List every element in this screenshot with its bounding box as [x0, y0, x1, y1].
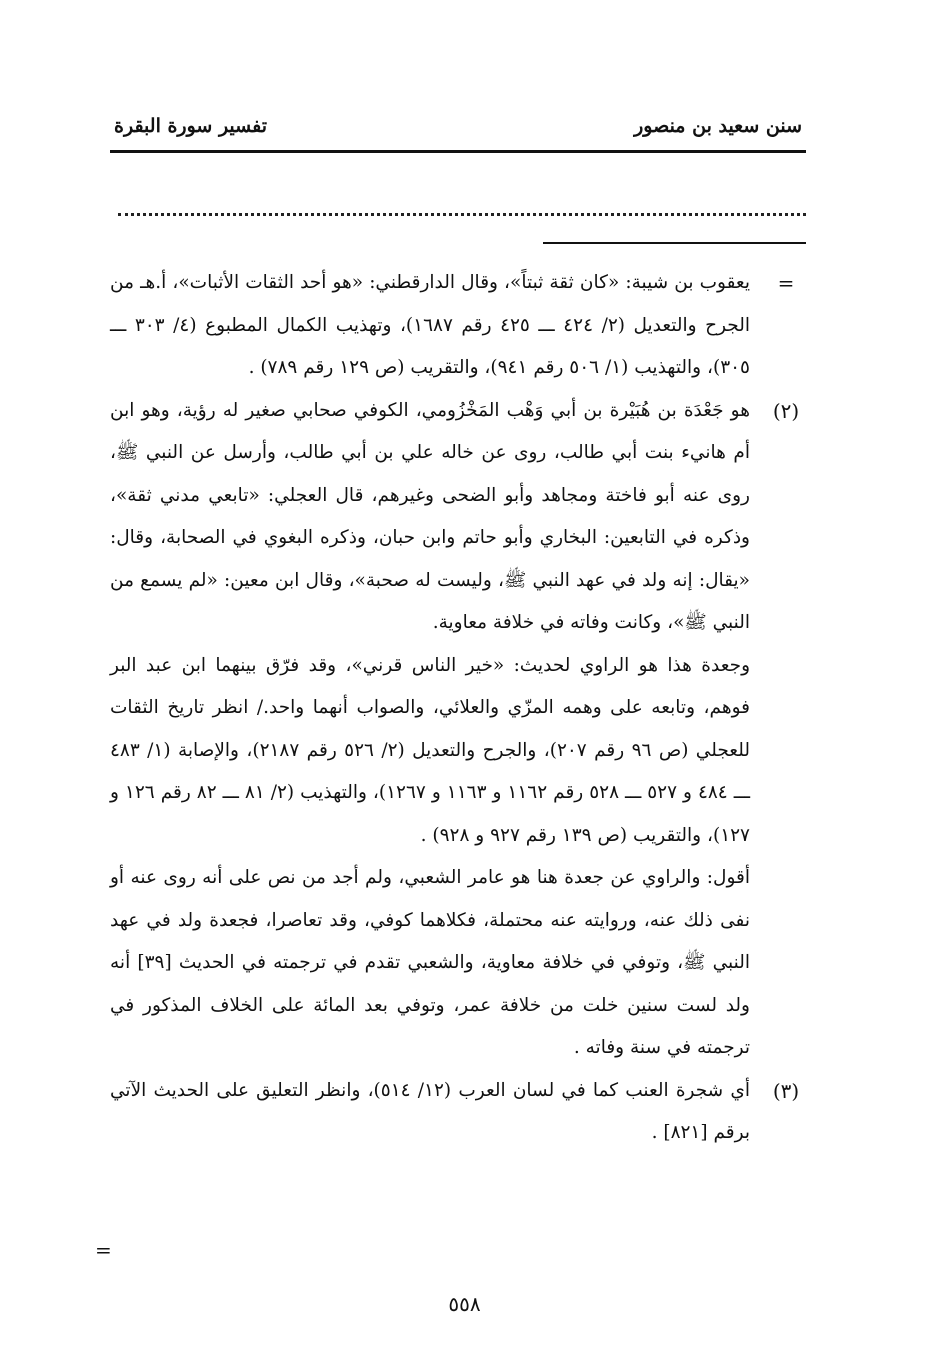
footnote-rule	[543, 242, 806, 244]
footnote-3	[110, 1070, 810, 1155]
footnote-paragraph: أي شجرة العنب كما في لسان العرب (١٢/ ٥١٤)، وانظر التعليق على الحديث الآتي برقم [٨٢١] .	[110, 1079, 750, 1143]
footnote-paragraph: أقول: والراوي عن جعدة هنا هو عامر الشعبي، ولم أجد من نص على أنه روى عنه أو نفى ذلك عنه، وروايته عنه محتملة، فكلاهما كوفي، وقد تعاصرا، فجعدة ولد في عهد النبي ﷺ، وتوفي في خلافة معاوية، والشعبي تقدم في ترجمته في الحديث [٣٩] أنه ولد لست سنين خلت من خلافة عمر، وتوفي بعد المائة على الخلاف المذكور في ترجمته في سنة وفاته .	[110, 867, 750, 1058]
footnote-body	[110, 390, 750, 1070]
footnote-paragraph: وجعدة هذا هو الراوي لحديث: «خير الناس قرني»، وقد فرّق بينهما ابن عبد البر فوهم، وتابعه على وهمه المزّي والعلائي، والصواب أنهما واحد./ انظر تاريخ الثقات للعجلي (ص ٩٦ رقم ٢٠٧)، والجرح والتعديل (٢/ ٥٢٦ رقم ٢١٨٧)، والإصابة (١/ ٤٨٣ ـــ ٤٨٤ و ٥٢٧ ـــ ٥٢٨ رقم ١١٦٢ و ١١٦٣ و ١٢٦٧)، والتهذيب (٢/ ٨١ ـــ ٨٢ رقم ١٢٦ و ١٢٧)، والتقريب (ص ١٣٩ رقم ٩٢٧ و ٩٢٨) .	[110, 654, 750, 846]
footnote-paragraph: هو جَعْدَة بن هُبَيْرة بن أبي وَهْب المَخْزُومي، الكوفي صحابي صغير له رؤية، وهو ابن أم هانيء بنت أبي طالب، روى عن خاله علي بن أبي طالب، وأرسل عن النبي ﷺ، روى عنه أبو فاختة ومجاهد وأبو الضحى وغيرهم، قال العجلي: «تابعي مدني ثقة»، وذكره في التابعين: البخاري وأبو حاتم وابن حبان، وذكره البغوي في الصحابة، وقال: «يقال: إنه ولد في عهد النبي ﷺ، وليست له صحبة»، وقال ابن معين: «لم يسمع من النبي ﷺ»، وكانت وفاته في خلافة معاوية.	[110, 399, 750, 633]
footnote-continued	[110, 262, 810, 390]
footnote-body	[110, 262, 750, 390]
footnote-marker: (٢)	[772, 398, 800, 423]
running-header-section-title: تفسير سورة البقرة	[114, 115, 268, 137]
page-number: ٥٥٨	[448, 1292, 481, 1316]
footnote-body	[110, 1070, 750, 1155]
running-header-book-title: سنن سعيد بن منصور	[634, 115, 802, 137]
continuation-mark: =	[95, 1238, 112, 1262]
header-rule	[110, 150, 806, 153]
footnote-2	[110, 390, 810, 1070]
footnote-marker: (٣)	[772, 1078, 800, 1103]
footnotes	[110, 262, 810, 1155]
footnote-marker: =	[777, 271, 795, 295]
dotted-separator	[118, 203, 806, 216]
footnote-paragraph: يعقوب بن شيبة: «كان ثقة ثبتاً»، وقال الدارقطني: «هو أحد الثقات الأثبات»، أ.هـ من الجرح والتعديل (٢/ ٤٢٤ ـــ ٤٢٥ رقم ١٦٨٧)، وتهذيب الكمال المطبوع (٤/ ٣٠٣ ـــ ٣٠٥)، والتهذيب (١/ ٥٠٦ رقم ٩٤١)، والتقريب (ص ١٢٩ رقم ٧٨٩) .	[110, 272, 750, 378]
